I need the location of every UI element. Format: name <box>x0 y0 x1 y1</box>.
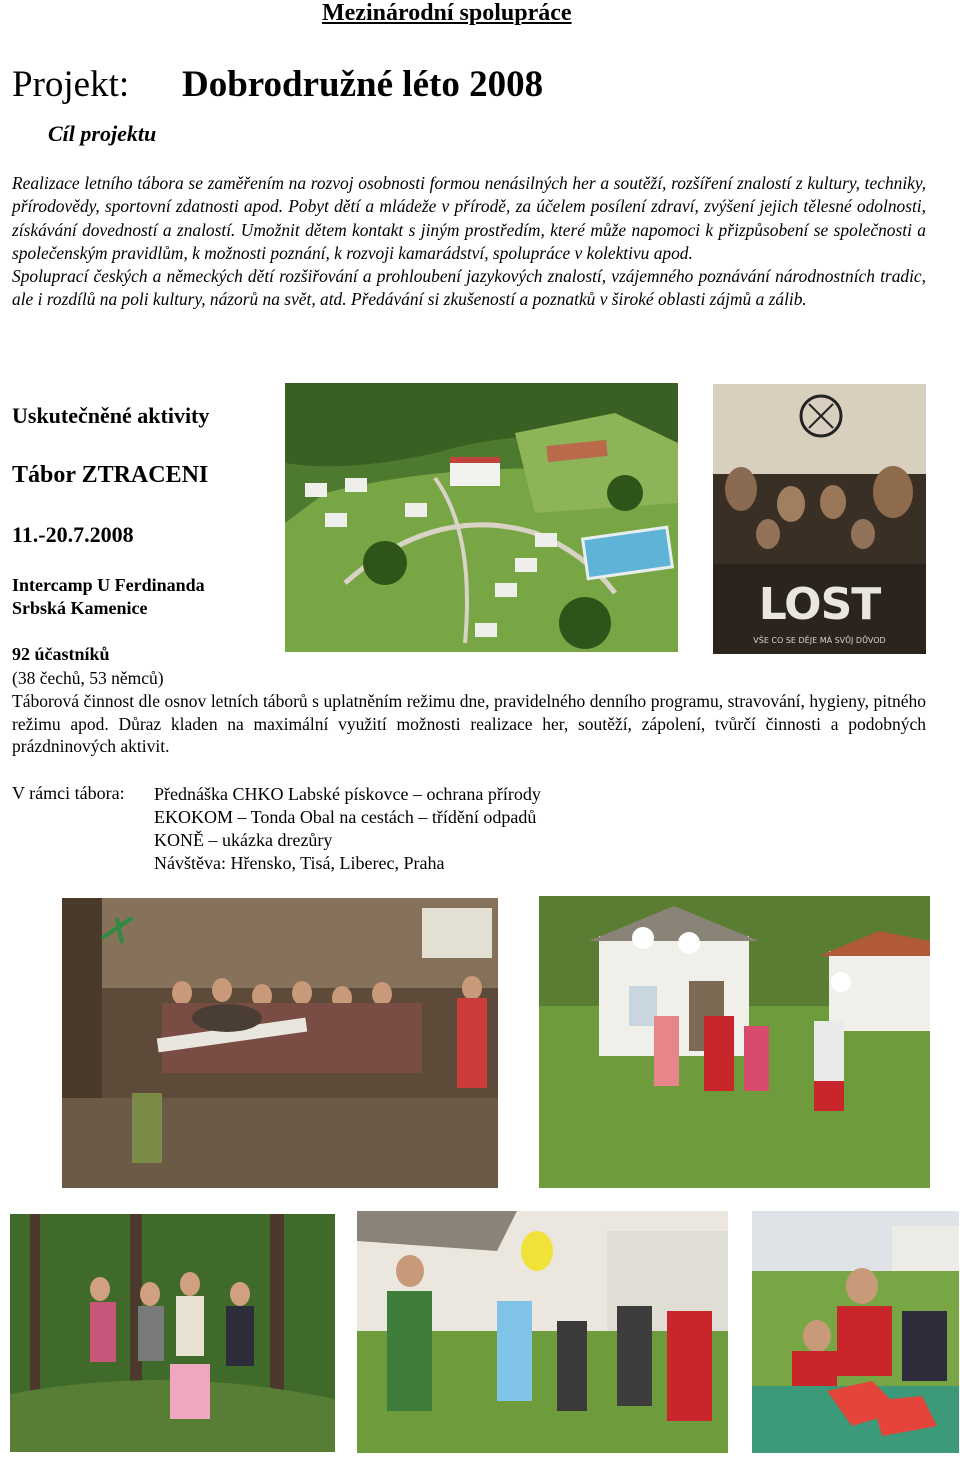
project-label: Projekt: <box>12 64 130 105</box>
activities-heading: Uskutečněné aktivity <box>12 403 210 428</box>
participants-count: 92 účastníků <box>12 644 110 664</box>
balloon-game-photo <box>539 896 930 1188</box>
camp-location-line-2: Srbská Kamenice <box>12 598 148 618</box>
program-list <box>154 783 541 875</box>
camp-dates: 11.-20.7.2008 <box>12 522 134 547</box>
forest-group-photo <box>10 1214 335 1452</box>
camp-location-line-1: Intercamp U Ferdinanda <box>12 575 205 595</box>
program-item: EKOKOM – Tonda Obal na cestách – třídění odpadů <box>154 807 537 827</box>
intro-paragraph-1: Realizace letního tábora se zaměřením na rozvoj osobnosti formou nenásilných her a soutěží, rozšíření znalostí z kultury, techniky, přírodovědy, sportovní zdatnosti apod. Pobyt dětí a mládeže v přírodě, za účelem posílení zdraví, zvýšení jejich tělesné odolnosti, získávání dovedností a znalostí. Umožnit dětem kontakt s jiným prostředím, které může napomoci k přizpůsobení se společnosti a společenským pravidlům, k možnosti poznání, k rozvoji kamarádství, spolupráce v kolektivu apod. <box>12 173 926 263</box>
balloon-activity-photo <box>357 1211 728 1453</box>
camp-description: Táborová činnost dle osnov letních táborů s uplatněním režimu dne, pravidelného denního programu, stravování, hygieny, pitného režimu apod. Důraz kladen na maximální využití možnosti realizace her, soutěží, zápolení, tvůrčí činnosti a podobných prázdninových aktivit. <box>12 691 926 757</box>
program-label: V rámci tábora: <box>12 783 125 803</box>
program-item: Návštěva: Hřensko, Tisá, Liberec, Praha <box>154 853 445 873</box>
goal-heading: Cíl projektu <box>48 121 157 146</box>
camp-name: Tábor ZTRACENI <box>12 462 209 488</box>
project-title: Dobrodružné léto 2008 <box>182 64 544 105</box>
poster-title: LOST <box>758 579 881 630</box>
participants-split: (38 čechů, 53 němců) <box>12 668 164 688</box>
program-item: KONĚ – ukázka drezůry <box>154 830 333 850</box>
intro-text <box>12 172 926 312</box>
poster-tagline: VŠE CO SE DĚJE MÁ SVŮJ DŮVOD <box>753 636 886 645</box>
lost-poster-image <box>713 384 926 654</box>
page-header: Mezinárodní spolupráce <box>322 0 572 26</box>
program-item: Přednáška CHKO Labské pískovce – ochrana přírody <box>154 784 541 804</box>
intro-paragraph-2: Spoluprací českých a německých dětí rozšiřování a prohloubení jazykových znalostí, vzájemného poznávání národnostních tradic, ale i rozdílů na poli kultury, názorů na svět, atd. Předávání si zkušeností a poznatků v široké oblasti zájmů a zálib. <box>12 266 926 310</box>
aerial-camp-photo <box>285 383 678 652</box>
watermelon-contest-photo <box>752 1211 959 1453</box>
lecture-photo <box>62 898 498 1188</box>
